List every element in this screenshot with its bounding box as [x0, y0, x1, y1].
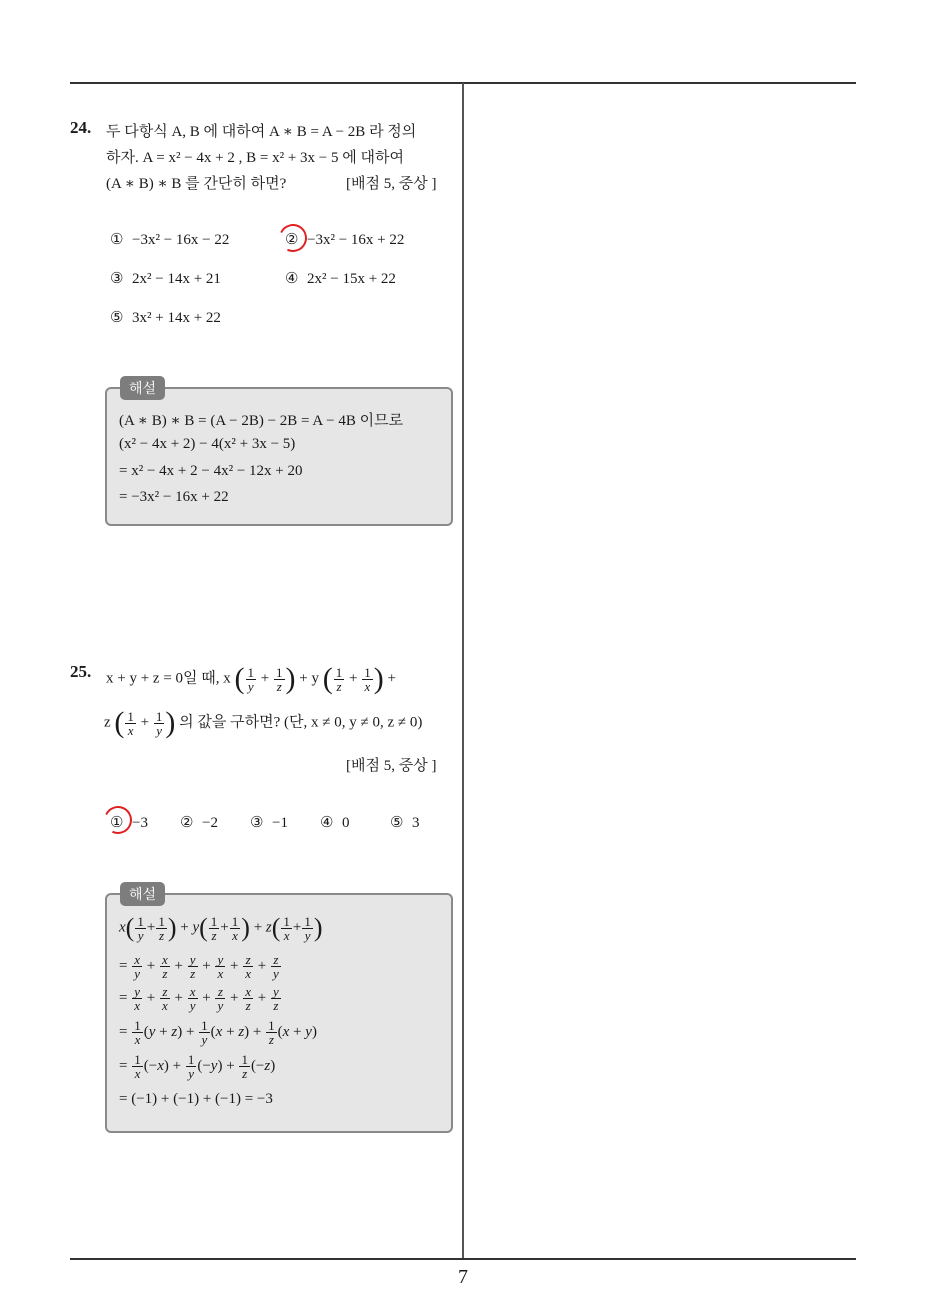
question-text-line: x + y + z = 0일 때, x ( $\frac{1}{y}$ + $\frac{1}{z}$ ) + y ( $\frac{1}{z}$ + $\frac{1}{x}$ ) +: [106, 662, 396, 695]
fraction: $\frac{1}{z}$: [335, 664, 343, 694]
option-text: 3x² + 14x + 22: [132, 310, 221, 326]
fraction: $\frac{1}{y}$: [247, 664, 255, 694]
paren: ): [373, 662, 384, 695]
solution-box: [105, 387, 453, 526]
option-number: ④: [285, 271, 299, 287]
text-run: +: [387, 670, 396, 687]
option-text: −2: [202, 815, 218, 831]
option-text: 2x² − 15x + 22: [307, 271, 396, 287]
option-number: ⑤: [110, 310, 124, 326]
option-text: 2x² − 14x + 21: [132, 271, 221, 287]
score-label: [배점 5, 중상 ]: [346, 176, 437, 192]
solution-line: = −3x² − 16x + 22: [119, 489, 229, 505]
option-text: −1: [272, 815, 288, 831]
fraction: $\frac{1}{y}$: [155, 708, 163, 738]
solution-line: (x² − 4x + 2) − 4(x² + 3x − 5): [119, 436, 296, 452]
paren: (: [114, 706, 125, 739]
option-5[interactable]: [390, 813, 420, 832]
solution-line: = $\frac{1}{x}$ (−x) + $\frac{1}{y}$ (−y) + $\frac{1}{z}$ (−z): [119, 1052, 276, 1081]
option-number: ④: [320, 815, 334, 831]
paren: (: [322, 662, 333, 695]
paren: (: [234, 662, 245, 695]
option-text: 3: [412, 815, 420, 831]
solution-tag: 해설: [120, 376, 165, 400]
option-text: 0: [342, 815, 350, 831]
option-3[interactable]: [110, 269, 221, 288]
option-1[interactable]: [110, 230, 229, 249]
answer-mark: [100, 802, 136, 838]
paren: ): [285, 662, 296, 695]
question-text-line: 하자. A = x² − 4x + 2 , B = x² + 3x − 5 에 대하여: [106, 150, 404, 166]
option-number: ⑤: [390, 815, 404, 831]
option-number: ①: [110, 815, 124, 831]
option-5[interactable]: [110, 308, 221, 327]
option-text: −3x² − 16x − 22: [132, 232, 230, 248]
option-text: −3x² − 16x + 22: [307, 232, 405, 248]
text-run: z: [104, 714, 111, 731]
score-label: [배점 5, 중상 ]: [346, 758, 437, 774]
paren: ): [165, 706, 176, 739]
solution-box: [105, 893, 453, 1133]
solution-line: = $\frac{y}{x}$ + $\frac{z}{x}$ + $\frac{x}{y}$ + $\frac{z}{y}$ + $\frac{x}{z}$ + $\frac{y}{z}$: [119, 984, 279, 1013]
question-number: 25.: [70, 662, 92, 681]
solution-line: = $\frac{1}{x}$ (y + z) + $\frac{1}{y}$ (x + z) + $\frac{1}{z}$ (x + y): [119, 1018, 317, 1047]
solution-line: = (−1) + (−1) + (−1) = −3: [119, 1091, 273, 1107]
option-4[interactable]: [320, 813, 350, 832]
solution-line: x( $\frac{1}{y}$ + $\frac{1}{z}$ ) + y( $\frac{1}{z}$ + $\frac{1}{x}$ ) + z( $\frac{1}{x}$ + $\frac{1}{y}$ ): [119, 913, 323, 943]
solution-tag: 해설: [120, 882, 165, 906]
column-divider: [462, 83, 464, 1259]
question-text-line: 두 다항식 A, B 에 대하여 A ∗ B = A − 2B 라 정의: [106, 124, 417, 140]
solution-line: (A ∗ B) ∗ B = (A − 2B) − 2B = A − 4B 이므로: [119, 413, 404, 429]
solution-line: = x² − 4x + 2 − 4x² − 12x + 20: [119, 463, 303, 479]
text-run: + y: [299, 670, 319, 687]
question-number: 24.: [70, 118, 92, 137]
text-run: 의 값을 구하면? (단, x ≠ 0, y ≠ 0, z ≠ 0): [179, 714, 423, 731]
page-number: 7: [458, 1266, 468, 1288]
option-number: ②: [285, 232, 299, 248]
fraction: $\frac{1}{x}$: [364, 664, 371, 694]
option-3[interactable]: [250, 813, 288, 832]
question-text-line: (A ∗ B) ∗ B 를 간단히 하면?: [106, 176, 287, 192]
fraction: $\frac{1}{x}$: [127, 708, 134, 738]
option-number: ③: [110, 271, 124, 287]
option-number: ①: [110, 232, 124, 248]
fraction: $\frac{1}{z}$: [276, 664, 283, 694]
option-4[interactable]: [285, 269, 396, 288]
bottom-rule: [70, 1258, 856, 1260]
option-number: ③: [250, 815, 264, 831]
solution-line: = $\frac{x}{y}$ + $\frac{x}{z}$ + $\frac{y}{z}$ + $\frac{y}{x}$ + $\frac{z}{x}$ + $\frac{z}{y}$: [119, 952, 279, 981]
answer-mark: [275, 220, 311, 256]
option-number: ②: [180, 815, 194, 831]
option-2[interactable]: [180, 813, 218, 832]
option-text: −3: [132, 815, 148, 831]
text-run: x + y + z = 0일 때, x: [106, 670, 231, 687]
question-text-line: z ( $\frac{1}{x}$ + $\frac{1}{y}$ ) 의 값을 구하면? (단, x ≠ 0, y ≠ 0, z ≠ 0): [104, 706, 423, 739]
